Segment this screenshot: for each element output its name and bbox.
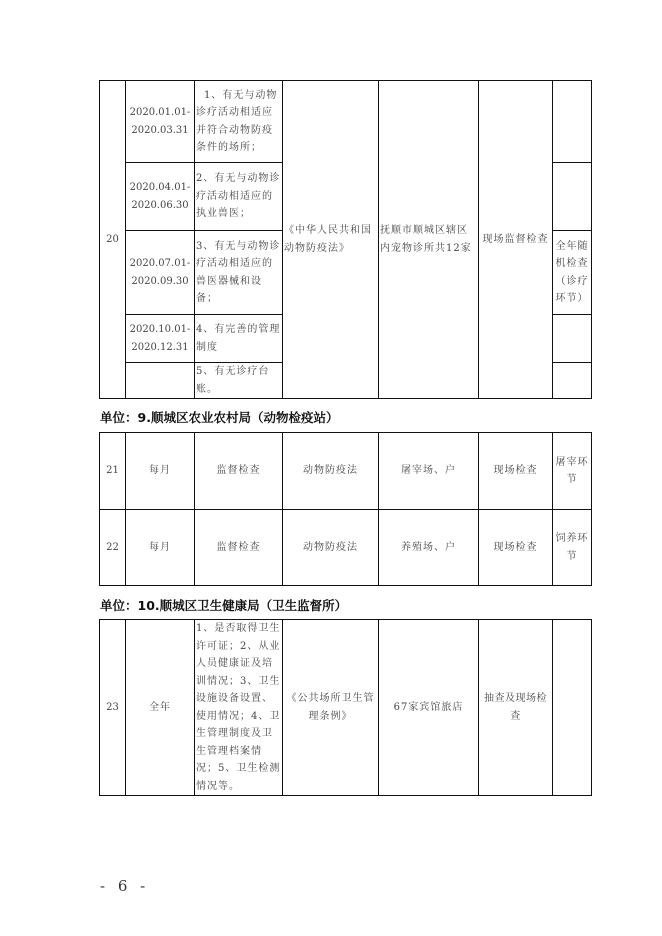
- target-cell: 屠宰场、户: [379, 433, 479, 510]
- target-cell: 抚顺市顺城区辖区内宠物诊所共12家: [379, 81, 479, 399]
- period-cell: 2020.07.01-2020.09.30: [126, 231, 195, 315]
- page-number: - 6 -: [100, 877, 150, 895]
- item-cell: 1、有无与动物诊疗活动相适应并符合动物防疫条件的场所；: [195, 81, 283, 163]
- table-row: [100, 510, 592, 586]
- remark-cell-empty: [553, 163, 592, 231]
- content-cell: 监督检查: [195, 510, 283, 586]
- remark-cell-empty: [553, 81, 592, 163]
- content-cell: 监督检查: [195, 433, 283, 510]
- method-cell: 现场检查: [479, 510, 553, 586]
- legal-basis-cell: 动物防疫法: [283, 433, 379, 510]
- item-cell: 5、有无诊疗台账。: [195, 363, 283, 399]
- period-cell: 2020.10.01-2020.12.31: [126, 315, 195, 363]
- table-row: [100, 620, 592, 796]
- legal-basis-cell: 《公共场所卫生管理条例》: [283, 620, 379, 796]
- item-cell: 4、有完善的管理制度: [195, 315, 283, 363]
- table-row: [100, 433, 592, 510]
- remark-cell-empty: [553, 315, 592, 363]
- unit-heading-9: 单位：9.顺城区农业农村局（动物检疫站）: [100, 410, 339, 425]
- row-number: 23: [100, 620, 126, 796]
- row-number: 22: [100, 510, 126, 586]
- method-cell: 现场检查: [479, 433, 553, 510]
- item-cell: 2、有无与动物诊疗活动相适应的执业兽医；: [195, 163, 283, 231]
- frequency-cell: 全年: [126, 620, 195, 796]
- item-cell: 3、有无与动物诊疗活动相适应的兽医器械和设备；: [195, 231, 283, 315]
- legal-basis-cell: 动物防疫法: [283, 510, 379, 586]
- content-cell: 1、是否取得卫生许可证；2、从业人员健康证及培训情况；3、卫生设施设备设置、使用情况；4、卫生管理制度及卫生管理档案情况；5、卫生检测情况等。: [195, 620, 283, 796]
- row-number: 21: [100, 433, 126, 510]
- remark-cell: 全年随机检查（诊疗环节）: [553, 231, 592, 315]
- frequency-cell: 每月: [126, 433, 195, 510]
- remark-cell: 屠宰环节: [553, 433, 592, 510]
- period-cell: 2020.04.01-2020.06.30: [126, 163, 195, 231]
- inspection-table-row-20: [99, 80, 592, 399]
- inspection-table-unit-9: [99, 432, 592, 586]
- remark-cell-empty: [553, 363, 592, 399]
- method-cell: 抽查及现场检查: [479, 620, 553, 796]
- method-cell: 现场监督检查: [479, 81, 553, 399]
- inspection-table-unit-10: [99, 619, 592, 796]
- target-cell: 67家宾馆旅店: [379, 620, 479, 796]
- period-cell: 2020.01.01-2020.03.31: [126, 81, 195, 163]
- legal-basis-cell: 《中华人民共和国动物防疫法》: [283, 81, 379, 399]
- unit-heading-10: 单位：10.顺城区卫生健康局（卫生监督所）: [100, 598, 348, 613]
- remark-cell: [553, 620, 592, 796]
- row-number: 20: [100, 81, 126, 399]
- remark-cell: 饲养环节: [553, 510, 592, 586]
- period-cell: [126, 363, 195, 399]
- target-cell: 养殖场、户: [379, 510, 479, 586]
- frequency-cell: 每月: [126, 510, 195, 586]
